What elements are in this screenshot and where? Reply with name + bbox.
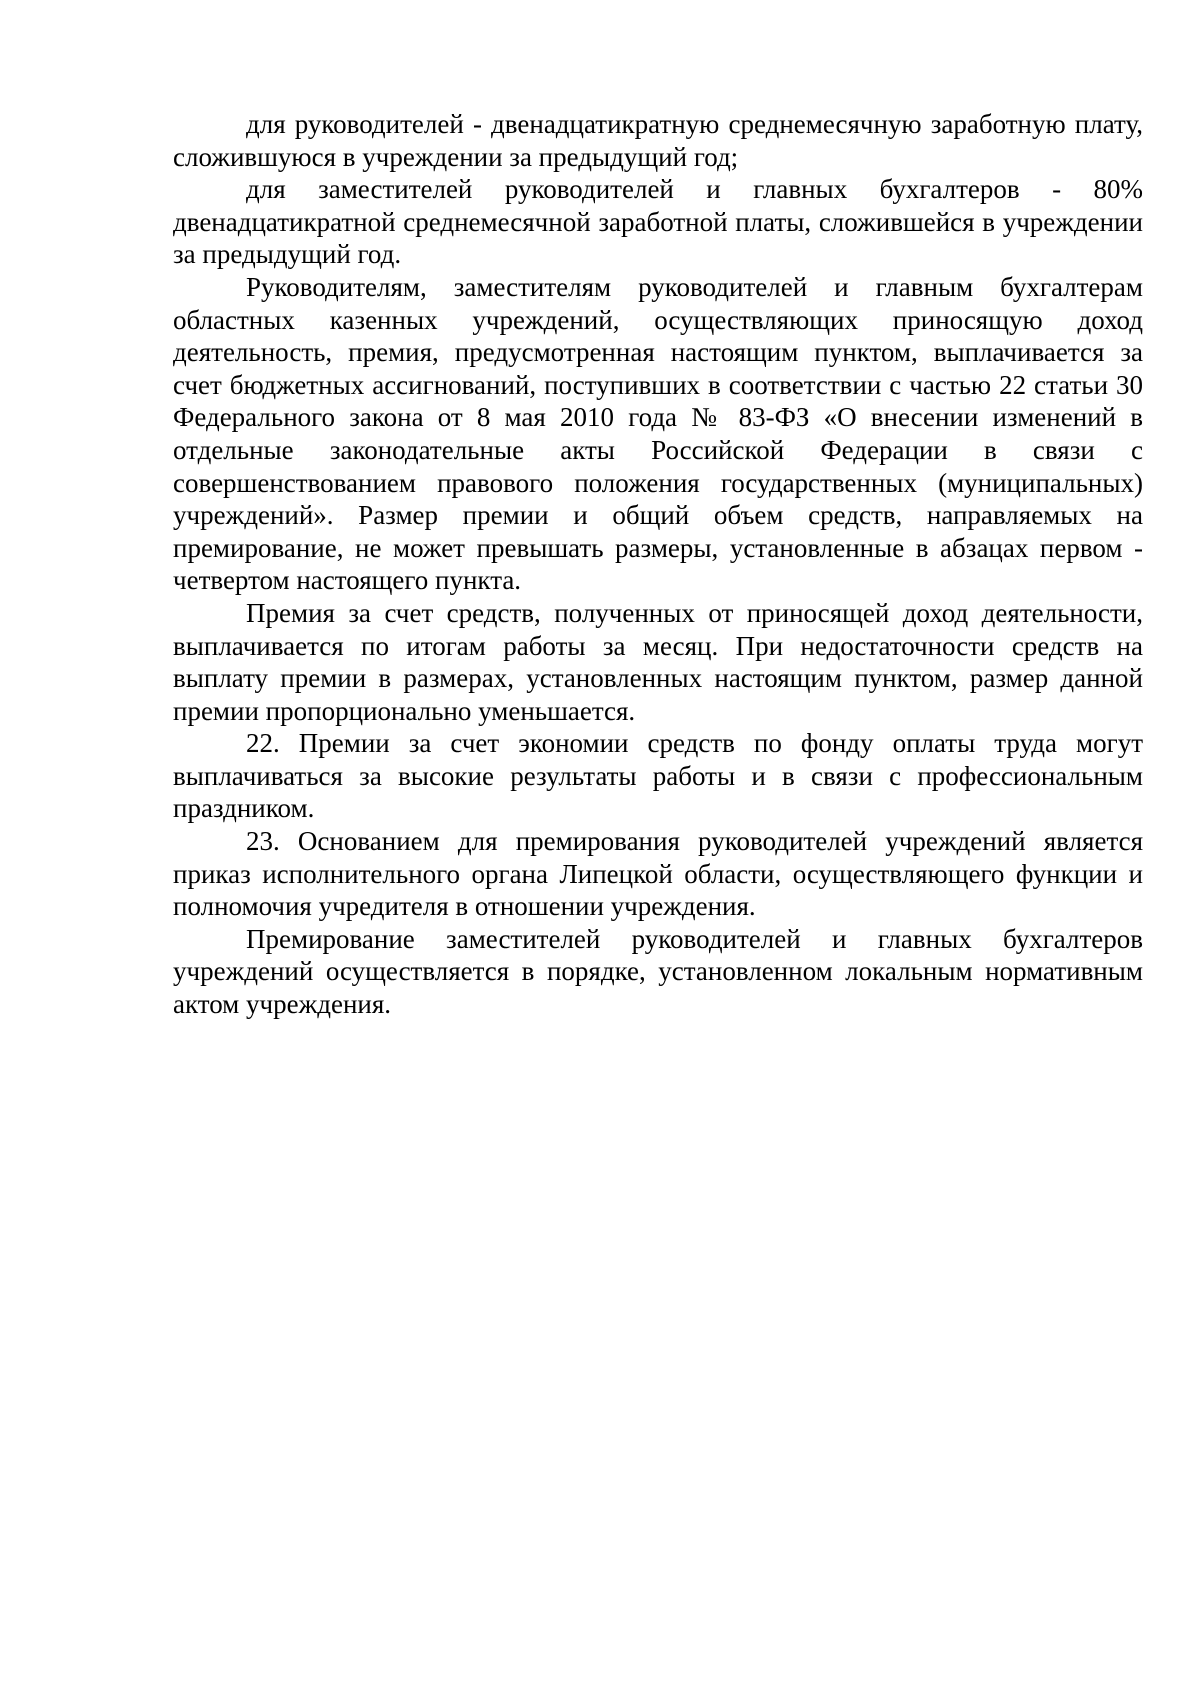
paragraph-23-basis-for-bonus: 23. Основанием для премирования руководителей учреждений является приказ исполнительного органа Липецкой области, осуществляющего функции и полномочия учредителя в отношении учреждения.: [173, 826, 1143, 922]
paragraph-government-institutions: Руководителям, заместителям руководителей и главным бухгалтерам областных казенных учреждений, осуществляющих приносящую доход деятельность, премия, предусмотренная настоящим пунктом, выплачивается за счет бюджетных ассигнований, поступивших в соответствии с частью 22 статьи 30 Федерального закона от 8 мая 2010 года № 83-ФЗ «О внесении изменений в отдельные законодательные акты Российской Федерации в связи с совершенствованием правового положения государственных (муниципальных) учреждений». Размер премии и общий объем средств, направляемых на премирование, не может превышать размеры, установленные в абзацах первом - четвертом настоящего пункта.: [173, 271, 1143, 596]
paragraph-heads-bonus: для руководителей - двенадцатикратную среднемесячную заработную плату, сложившуюся в учреждении за предыдущий год;: [173, 109, 1143, 172]
paragraph-22-payroll-savings: 22. Премии за счет экономии средств по фонду оплаты труда могут выплачиваться за высокие результаты работы и в связи с профессиональным праздником.: [173, 728, 1143, 824]
paragraph-income-activity-bonus: Премия за счет средств, полученных от приносящей доход деятельности, выплачивается по итогам работы за месяц. При недостаточности средств на выплату премии в размерах, установленных настоящим пунктом, размер данной премии пропорционально уменьшается.: [173, 597, 1143, 726]
paragraph-deputies-procedure: Премирование заместителей руководителей и главных бухгалтеров учреждений осуществляется в порядке, установленном локальным нормативным актом учреждения.: [173, 923, 1143, 1020]
document-body: [173, 108, 1143, 1021]
paragraph-deputies-bonus: для заместителей руководителей и главных бухгалтеров - 80% двенадцатикратной среднемесячной заработной платы, сложившейся в учреждении за предыдущий год.: [173, 174, 1143, 270]
